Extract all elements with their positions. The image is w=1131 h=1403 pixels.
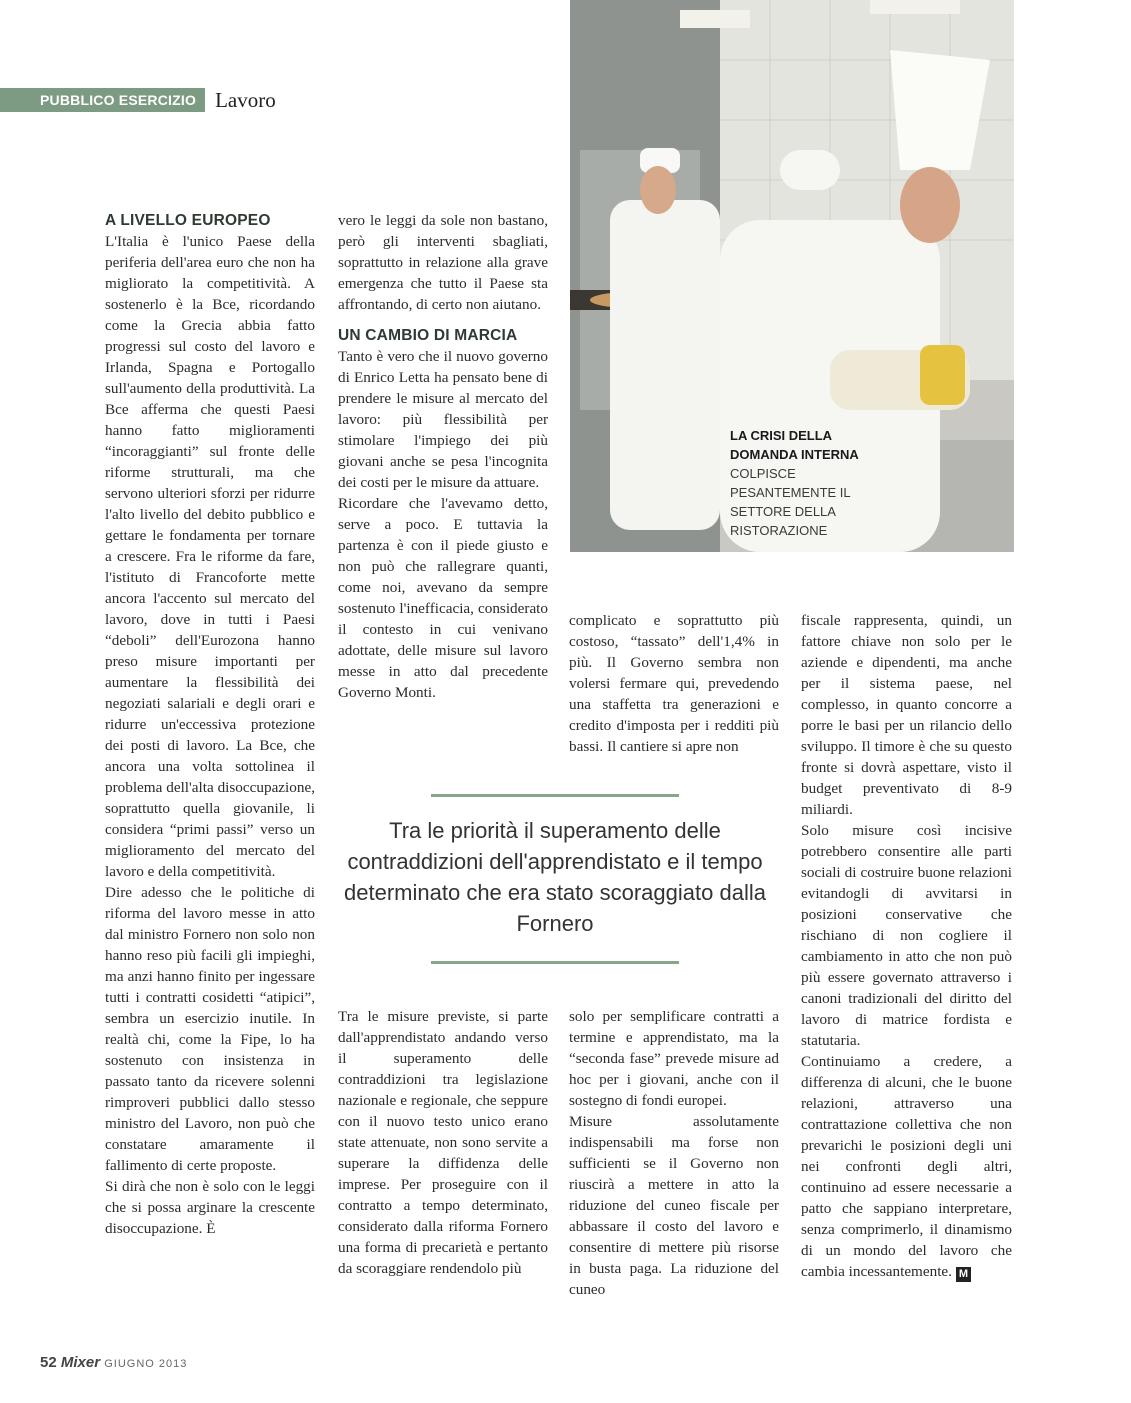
column-2-bottom: [338, 1006, 548, 1279]
section-category: Lavoro: [215, 87, 276, 112]
column-3-bottom: [569, 1006, 779, 1300]
paragraph: Misure assolutamente indispensabili ma forse non sufficienti se il Governo non riuscirà a mettere in atto la riduzione del cuneo fiscale per abbassare il costo del lavoro e consentire di mettere più risorse in busta paga. La riduzione del cuneo: [569, 1113, 779, 1298]
magazine-name: Mixer: [60, 1354, 101, 1371]
section-tag: PUBBLICO ESERCIZIO: [0, 88, 205, 112]
subheading-a-livello-europeo: A LIVELLO EUROPEO: [105, 212, 271, 229]
paragraph: Tanto è vero che il nuovo governo di Enrico Letta ha pensato bene di prendere le misure al mercato del lavoro: più flessibilità per stimolare l'impiego dei più giovani anche se pesa l'incognita dei costi per le misure da attuare.: [338, 348, 548, 491]
column-2-top: [338, 210, 548, 703]
pull-quote-rule-top: [431, 794, 679, 797]
section-header: [0, 88, 276, 112]
photo-caption: [730, 426, 860, 540]
paragraph: L'Italia è l'unico Paese della periferia dell'area euro che non ha migliorato la competitività. A sostenerlo è la Bce, ricordando come la Grecia abbia fatto progressi sul costo del lavoro e Irlanda, Spagna e Portogallo sull'aumento della produttività. La Bce afferma che questi Paesi hanno fatto miglioramenti “incoraggianti” sul fronte delle riforme strutturali, ma che servono ulteriori sforzi per ridurre l'alto livello del debito pubblico e gettare le fondamenta per tornare a crescere. Fra le riforme da fare, l'istituto di Francoforte mette ancora l'accento sul mercato del lavoro, dove in tutti i Paesi “deboli” dell'Eurozona hanno preso misure importanti per aumentare la flessibilità dei negoziati salariali e degli orari e ridurre un'eccessiva protezione dei posti di lavoro. La Bce, che ancora una volta sottolinea il problema dell'alta disoccupazione, soprattutto quella giovanile, li considera “primi passi” verso un miglioramento del mercato del lavoro e della competitività.: [105, 233, 315, 880]
paragraph: Solo misure così incisive potrebbero consentire alle parti sociali di costruire buone relazioni evitandogli di avvitarsi in posizioni conservative che rischiano di non cogliere il cambiamento in atto che non può più essere governato attraverso i canoni tradizionali del diritto del lavoro di matrice fordista e statutaria.: [801, 822, 1012, 1049]
paragraph: Si dirà che non è solo con le leggi che si possa arginare la crescente disoccupazione. È: [105, 1178, 315, 1237]
paragraph: Dire adesso che le politiche di riforma del lavoro messe in atto dal ministro Fornero non solo non hanno reso più facili gli impieghi, ma anzi hanno finito per ingessare tutti i contratti cosidetti “atipici”, sembra un esercizio inutile. In realtà chi, come la Fipe, lo ha sostenuto con insistenza in passato tanto da ricevere solenni rimproveri pubblici dallo stesso ministro del Lavoro, non può che constatare amaramente il fallimento di certe proposte.: [105, 884, 315, 1174]
paragraph: Tra le misure previste, si parte dall'apprendistato andando verso il superamento delle contraddizioni tra legislazione nazionale e regionale, che seppure con il nuovo testo unico erano state attenuate, non sono servite a superare la diffidenza delle imprese. Per proseguire con il contratto a tempo determinato, considerato dalla riforma Fornero una forma di precarietà e pertanto da scoraggiare rendendolo più: [338, 1008, 548, 1277]
page-number: 52: [40, 1354, 57, 1371]
end-mark-icon: M: [956, 1267, 971, 1282]
pull-quote-rule-bottom: [431, 961, 679, 964]
column-3-top: [569, 610, 779, 757]
closing-paragraph: Continuiamo a credere, a differenza di alcuni, che le buone relazioni, attraverso una contrattazione collettiva che non prevarichi le posizioni degli uni nei confronti degli altri, continuino ad essere necessarie a patto che sappiano interpretare, senza comprimerlo, il dinamismo di un mondo del lavoro che cambia incessantemente.: [801, 1053, 1012, 1280]
pull-quote-text: Tra le priorità il superamento delle contraddizioni dell'apprendistato e il tempo determinato che era stato scoraggiato dalla Fornero: [344, 818, 766, 936]
paragraph: complicato e soprattutto più costoso, “tassato” dell'1,4% in più. Il Governo sembra non volersi fermare qui, prevedendo una staffetta tra generazioni e credito d'imposta per i redditi più bassi. Il cantiere si apre non: [569, 612, 779, 755]
paragraph: fiscale rappresenta, quindi, un fattore chiave non solo per le aziende e dipendenti, ma anche per il sistema paese, nel complesso, in quanto concorre a porre le basi per un rilancio dello sviluppo. Il timore è che su questo fronte si dovrà aspettare, visto il budget preventivato di 8-9 miliardi.: [801, 612, 1012, 818]
subheading-cambio-di-marcia: UN CAMBIO DI MARCIA: [338, 327, 518, 344]
column-4: [801, 610, 1012, 1282]
paragraph: Ricordare che l'avevamo detto, serve a poco. E tuttavia la partenza è con il piede giusto e non può che rallegrare quanti, come noi, avevano da sempre sostenuto l'inefficacia, considerato il contesto in cui venivano adottate, delle misure sul lavoro messe in atto dal precedente Governo Monti.: [338, 495, 548, 701]
caption-text: COLPISCE PESANTEMENTE IL SETTORE DELLA RISTORAZIONE: [730, 466, 851, 538]
pull-quote: [340, 794, 770, 964]
column-1: [105, 210, 315, 1239]
caption-bold: LA CRISI DELLA DOMANDA INTERNA: [730, 428, 859, 462]
paragraph: solo per semplificare contratti a termine e apprendistato, ma la “seconda fase” prevede misure ad hoc per i giovani, anche con il sostegno di fondi europei.: [569, 1008, 779, 1109]
issue-date: GIUGNO 2013: [104, 1358, 188, 1370]
paragraph: vero le leggi da sole non bastano, però gli interventi sbagliati, soprattutto in relazione alla grave emergenza che tutto il Paese sta affrontando, di certo non aiutano.: [338, 212, 548, 313]
paragraph: [801, 1051, 1012, 1282]
page-footer: [40, 1354, 187, 1371]
